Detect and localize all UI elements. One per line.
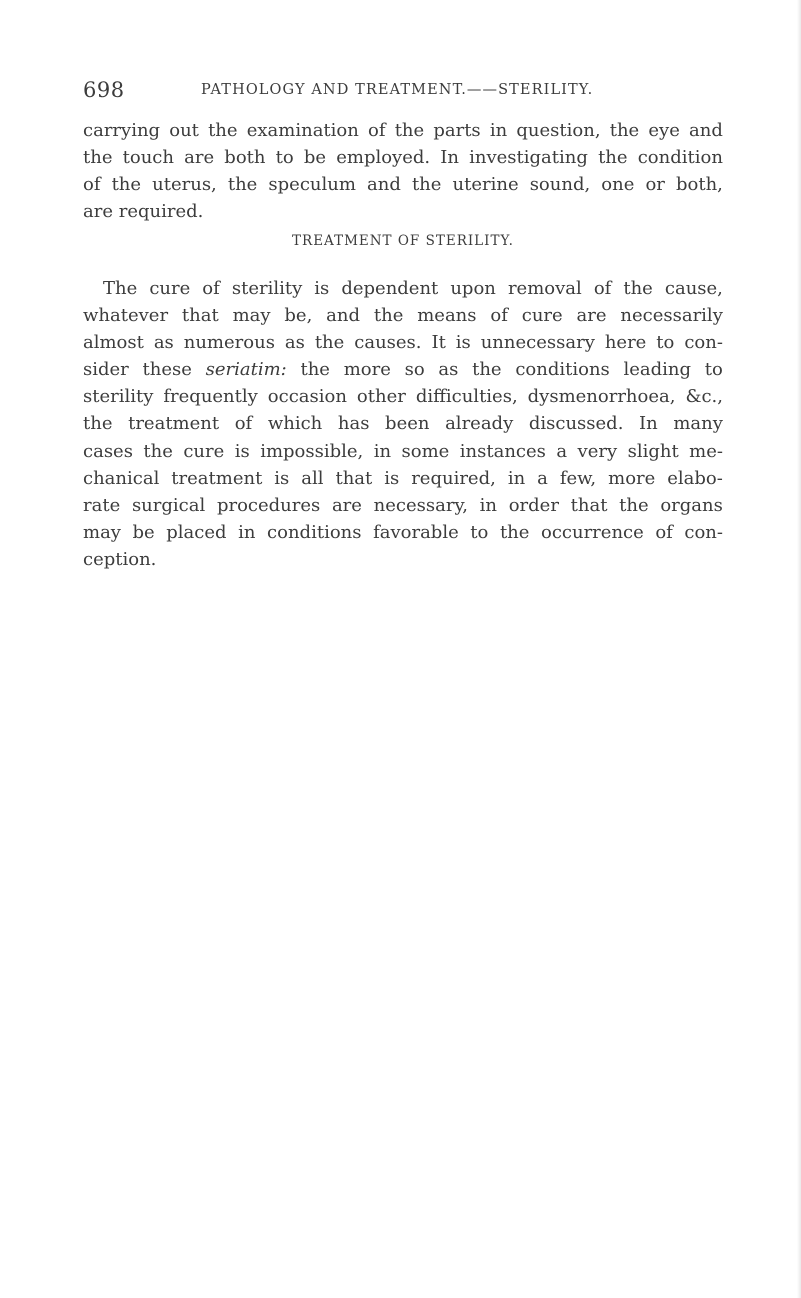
word: touch <box>122 147 174 168</box>
word: unnecessary <box>480 332 595 354</box>
word: conditions <box>515 359 610 381</box>
word: of <box>234 413 253 435</box>
word: con- <box>684 521 723 543</box>
page-number: 698 <box>83 78 125 102</box>
word: so <box>404 359 425 381</box>
word: are <box>331 494 362 516</box>
word: in <box>479 494 498 516</box>
word: the <box>227 174 258 195</box>
word: the <box>208 120 238 141</box>
word: impossible, <box>260 440 364 462</box>
word: be, <box>284 305 313 327</box>
word: instances <box>459 440 546 462</box>
word: the <box>83 413 113 435</box>
word: all <box>301 467 324 489</box>
word: out <box>169 120 199 141</box>
word: causes. <box>354 332 422 354</box>
word: the <box>472 359 502 381</box>
word: the <box>499 521 530 543</box>
word: in <box>507 467 526 489</box>
word: both <box>224 147 266 168</box>
word: cause, <box>664 278 723 299</box>
word: me- <box>689 440 723 462</box>
word: dependent <box>341 278 439 299</box>
word: which <box>267 413 323 435</box>
word: whatever <box>83 305 169 327</box>
word: almost <box>83 332 144 354</box>
word: that <box>570 494 608 516</box>
word: elabo- <box>667 467 723 489</box>
word: of <box>655 521 673 543</box>
word: con- <box>684 332 723 354</box>
text-line <box>83 117 723 144</box>
word: the <box>619 494 649 516</box>
word: a <box>556 440 568 462</box>
word: is <box>314 278 330 299</box>
text-line <box>83 356 723 383</box>
word: of <box>368 120 386 141</box>
text-line <box>83 410 723 437</box>
word: many <box>673 413 723 435</box>
word: the <box>314 332 345 354</box>
word: the <box>623 278 653 299</box>
word: very <box>577 440 618 462</box>
word: sider <box>83 359 129 381</box>
word: question, <box>516 120 601 141</box>
word: ception. <box>83 548 157 570</box>
word: cure <box>183 440 225 462</box>
word: is <box>384 467 400 489</box>
word: to <box>275 147 294 168</box>
word: dysmenorrhoea, <box>527 386 676 408</box>
word: the <box>394 120 425 141</box>
word: sterility <box>83 386 154 408</box>
word: sound, <box>529 174 591 195</box>
word: other <box>356 386 406 408</box>
word: as <box>284 332 305 354</box>
word: the <box>411 174 442 195</box>
word: treatment <box>171 467 263 489</box>
word: cure <box>521 305 563 327</box>
word: surgical <box>131 494 206 516</box>
word: that <box>181 305 219 327</box>
word: occurrence <box>540 521 644 543</box>
word: and <box>689 120 723 141</box>
paragraph-examination <box>83 117 723 225</box>
word: one <box>601 174 635 195</box>
word: difficulties, <box>415 386 518 408</box>
text-line <box>83 171 723 198</box>
word: In <box>440 147 459 168</box>
word: in <box>489 120 508 141</box>
text-line <box>83 546 723 573</box>
word: leading <box>623 359 692 381</box>
running-head <box>83 78 723 106</box>
word: treatment <box>128 413 220 435</box>
word: already <box>445 413 514 435</box>
word: examination <box>246 120 359 141</box>
word: In <box>639 413 658 435</box>
word: to <box>470 521 489 543</box>
word: conditions <box>267 521 362 543</box>
paragraph-treatment <box>83 275 723 573</box>
word: here <box>604 332 647 354</box>
word: of <box>83 174 101 195</box>
word: procedures <box>216 494 321 516</box>
word: eye <box>648 120 680 141</box>
word: are <box>184 147 215 168</box>
text-line <box>83 465 723 492</box>
text-line <box>83 275 723 302</box>
word: parts <box>433 120 481 141</box>
word: It <box>431 332 446 354</box>
word: be <box>303 147 327 168</box>
word: the <box>598 147 628 168</box>
word: slight <box>627 440 679 462</box>
word: carrying <box>83 120 161 141</box>
word: means <box>417 305 477 327</box>
word: seriatim: <box>205 359 287 381</box>
running-title: PATHOLOGY AND TREATMENT.——STERILITY. <box>201 82 594 98</box>
word: necessary, <box>373 494 468 516</box>
text-line <box>83 492 723 519</box>
word: is <box>234 440 250 462</box>
text-line <box>83 144 723 171</box>
word: in <box>373 440 392 462</box>
word: the <box>300 359 330 381</box>
word: the <box>111 174 142 195</box>
text-line <box>83 198 723 225</box>
word: the <box>143 440 173 462</box>
word: rate <box>83 494 121 516</box>
word: cure <box>149 278 191 299</box>
word: occasion <box>267 386 347 408</box>
word: to <box>704 359 723 381</box>
word: are <box>83 201 113 222</box>
word: of <box>490 305 508 327</box>
word: frequently <box>163 386 258 408</box>
text-line <box>83 302 723 329</box>
word: is <box>274 467 290 489</box>
word: are <box>576 305 607 327</box>
word: cases <box>83 440 133 462</box>
text-line <box>83 383 723 410</box>
word: as <box>438 359 459 381</box>
word: more <box>608 467 656 489</box>
word: may <box>83 521 121 543</box>
word: upon <box>450 278 496 299</box>
word: of <box>202 278 220 299</box>
word: more <box>343 359 391 381</box>
word: required. <box>118 201 204 222</box>
word: or <box>645 174 665 195</box>
word: uterine <box>452 174 519 195</box>
word: necessarily <box>620 305 723 327</box>
word: as <box>153 332 174 354</box>
word: removal <box>507 278 582 299</box>
word: a <box>537 467 548 489</box>
page-edge-shadow <box>797 0 801 1298</box>
word: that <box>335 467 373 489</box>
word: has <box>337 413 370 435</box>
word: organs <box>660 494 723 516</box>
word: numerous <box>183 332 275 354</box>
word: may <box>232 305 271 327</box>
word: the <box>609 120 640 141</box>
text-line <box>83 329 723 356</box>
word: the <box>373 305 404 327</box>
word: the <box>83 147 113 168</box>
word: condition <box>637 147 723 168</box>
word: employed. <box>336 147 431 168</box>
word: placed <box>166 521 227 543</box>
word: these <box>142 359 192 381</box>
word: some <box>401 440 450 462</box>
word: to <box>656 332 675 354</box>
word: is <box>455 332 471 354</box>
word: both, <box>675 174 723 195</box>
word: speculum <box>268 174 356 195</box>
word: of <box>593 278 612 299</box>
word: chanical <box>83 467 160 489</box>
word: and <box>326 305 361 327</box>
text-line <box>83 519 723 546</box>
word: required, <box>411 467 496 489</box>
word: been <box>385 413 430 435</box>
word: The <box>103 278 138 299</box>
word: &c., <box>685 386 723 408</box>
word: be <box>132 521 155 543</box>
word: discussed. <box>528 413 624 435</box>
word: in <box>238 521 256 543</box>
word: sterility <box>231 278 303 299</box>
text-line <box>83 438 723 465</box>
word: and <box>367 174 401 195</box>
section-heading: TREATMENT OF STERILITY. <box>292 233 514 249</box>
word: uterus, <box>152 174 217 195</box>
word: investigating <box>469 147 588 168</box>
word: order <box>508 494 559 516</box>
word: few, <box>559 467 597 489</box>
word: favorable <box>373 521 459 543</box>
